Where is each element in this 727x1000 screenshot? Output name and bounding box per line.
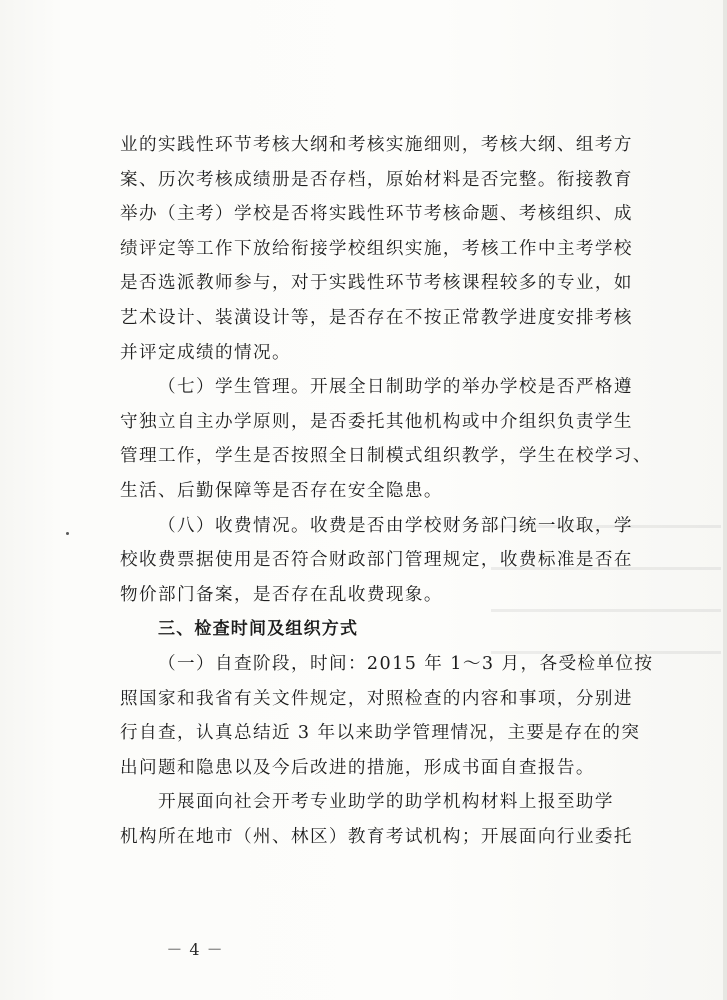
text-line: 机构所在地市（州、林区）教育考试机构；开展面向行业委托 [120,826,633,847]
text-line: 是否选派教师参与，对于实践性环节考核课程较多的专业，如 [120,273,633,294]
text-line: 开展面向社会开考专业助学的助学机构材料上报至助学 [158,792,614,813]
text-line: 行自查，认真总结近 3 年以来助学管理情况，主要是存在的突 [120,723,641,744]
section-8-fees: （八）收费情况。收费是否由学校财务部门统一收取，学 [158,515,633,536]
text-line: 艺术设计、装潢设计等，是否存在不按正常教学进度安排考核 [120,307,633,328]
subsection-1-self-check: （一）自查阶段，时间：2015 年 1～3 月，各受检单位按 [158,653,654,674]
text-line: 校收费票据使用是否符合财政部门管理规定，收费标准是否在 [120,550,633,571]
text-line: 举办（主考）学校是否将实践性环节考核命题、考核组织、成 [120,204,633,225]
text-line: 照国家和我省有关文件规定，对照检查的内容和事项，分别进 [120,688,633,709]
text-line: 绩评定等工作下放给衔接学校组织实施，考核工作中主考学校 [120,238,633,259]
text-line: 物价部门备案，是否存在乱收费现象。 [120,584,443,605]
section-3-heading: 三、检查时间及组织方式 [158,619,359,640]
text-line: 并评定成绩的情况。 [120,342,291,363]
section-7-student-management: （七）学生管理。开展全日制助学的举办学校是否严格遵 [158,377,633,398]
text-line: 业的实践性环节考核大纲和考核实施细则，考核大纲、组考方 [120,135,633,155]
body-text [120,128,660,854]
text-line: 管理工作，学生是否按照全日制模式组织教学，学生在校学习、 [120,446,652,467]
text-line: 生活、后勤保障等是否存在安全隐患。 [120,480,443,501]
text-line: 守独立自主办学原则，是否委托其他机构或中介组织负责学生 [120,411,633,432]
page-edge [723,0,727,1000]
scan-speck [66,532,69,535]
page-number: － 4 － [166,940,224,959]
text-line: 案、历次考核成绩册是否存档，原始材料是否完整。衔接教育 [120,169,633,190]
text-line: 出问题和隐患以及今后改进的措施，形成书面自查报告。 [120,757,595,778]
